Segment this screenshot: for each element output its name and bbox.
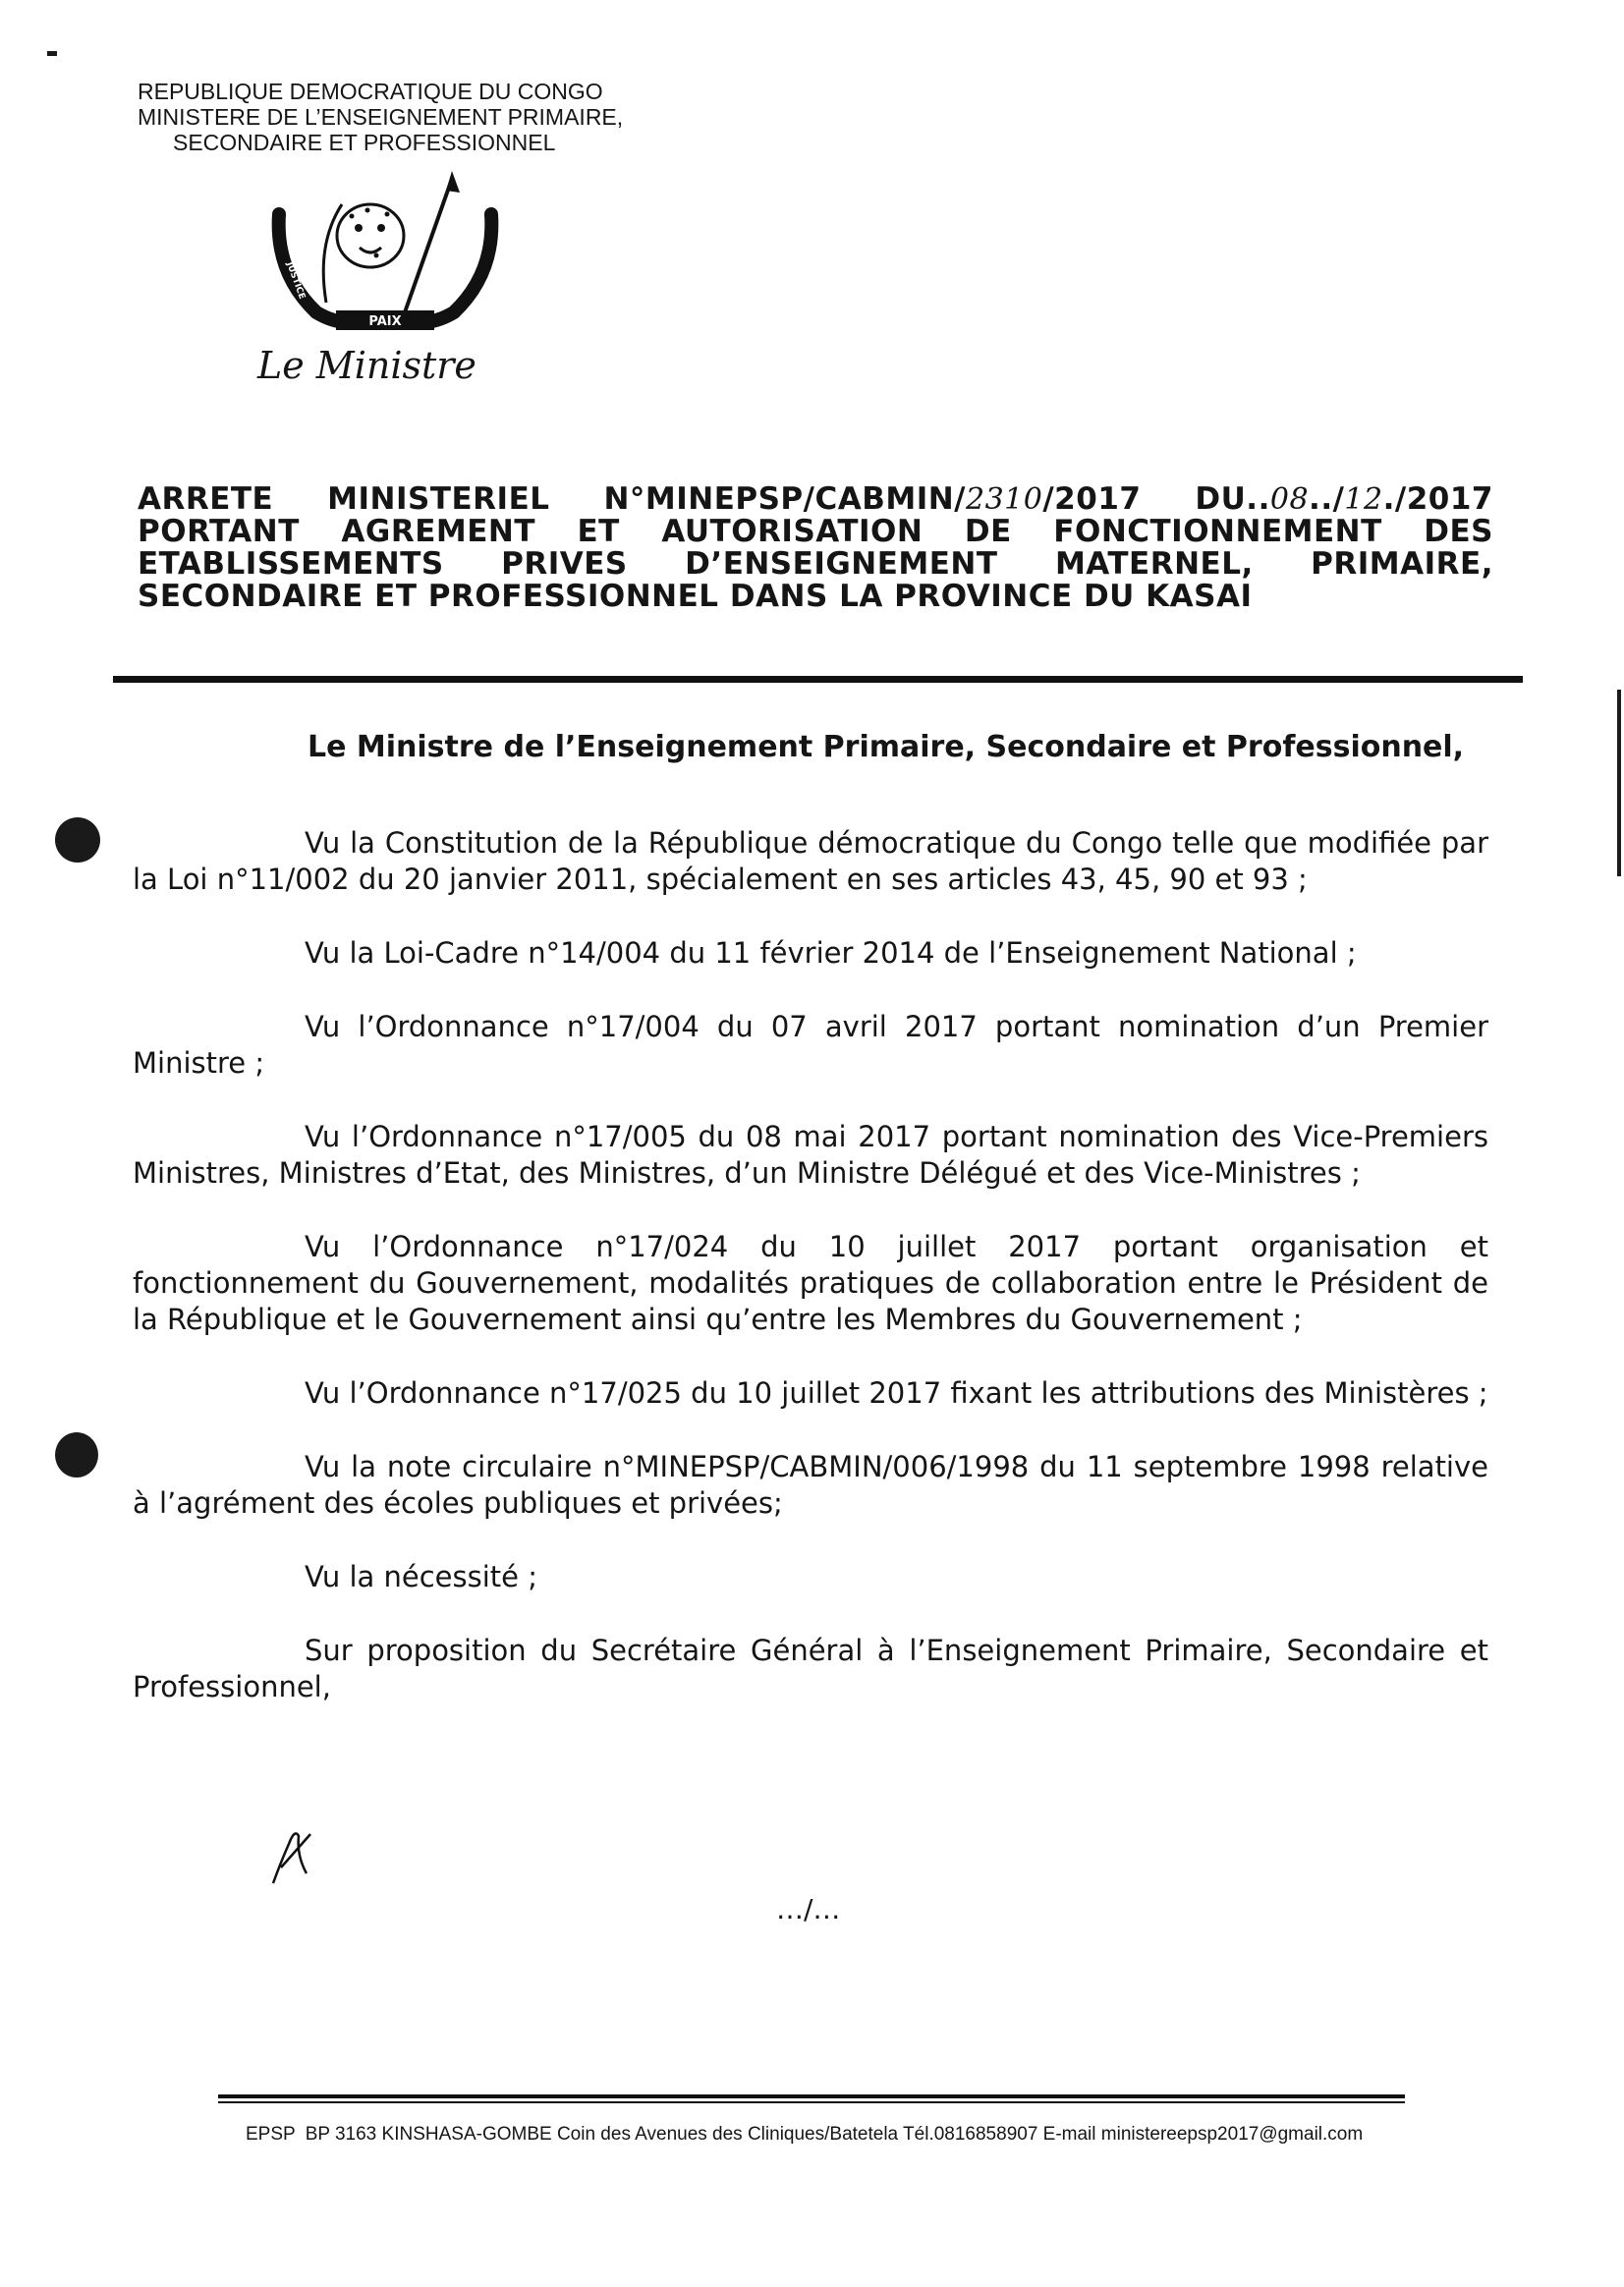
- handwritten-initial-signature: [267, 1822, 316, 1891]
- decree-number-prefix: ARRETE MINISTERIEL N°MINEPSP/CABMIN/: [138, 481, 966, 517]
- recital-constitution: Vu la Constitution de la République démocratique du Congo telle que modifiée par la Loi n°11/002 du 20 janvier 2011, spécialement en ses articles 43, 45, 90 et 93 ;: [133, 826, 1488, 896]
- decree-subject: Le Ministre de l’Enseignement Primaire, Secondaire et Professionnel,: [308, 730, 1465, 764]
- recital-ordonnance-gouvernement: Vu l’Ordonnance n°17/024 du 10 juillet 2017 portant organisation et fonctionnement du Gouvernement, modalités pratiques de collaboration entre le Président de la République et le Gouvernement ainsi qu’entre les Membres du Gouvernement ;: [133, 1230, 1488, 1336]
- scan-artifact: [47, 51, 57, 56]
- scan-edge-line: [1617, 690, 1621, 876]
- decree-title: [138, 483, 1493, 613]
- recital-loi-cadre: Vu la Loi-Cadre n°14/004 du 11 février 2014 de l’Enseignement National ;: [305, 936, 1357, 970]
- footer-divider-thin: [218, 2101, 1405, 2103]
- recital-ordonnance-ministres: Vu l’Ordonnance n°17/005 du 08 mai 2017 portant nomination des Vice-Premiers Ministres, Ministres d’Etat, des Ministres, d’un Ministre Délégué et des Vice-Ministres ;: [133, 1120, 1488, 1190]
- recital-proposition: Sur proposition du Secrétaire Général à l’Enseignement Primaire, Secondaire et Professionnel,: [133, 1634, 1488, 1703]
- letterhead-country: REPUBLIQUE DEMOCRATIQUE DU CONGO: [138, 79, 603, 104]
- punch-hole-top: [55, 817, 100, 863]
- footer-org: EPSP: [246, 2124, 296, 2145]
- recital-necessite: Vu la nécessité ;: [305, 1560, 537, 1593]
- recital-ordonnance-attributions: Vu l’Ordonnance n°17/025 du 10 juillet 2017 fixant les attributions des Ministères ;: [305, 1376, 1488, 1410]
- decree-month-handwritten: 12: [1344, 482, 1383, 517]
- footer-address: BP 3163 KINSHASA-GOMBE Coin des Avenues des Cliniques/Batetela Tél.0816858907 E-mail ministereepsp2017@gmail.com: [305, 2124, 1364, 2145]
- coat-of-arms-emblem: [257, 165, 513, 340]
- decree-number-handwritten: 2310: [966, 482, 1043, 517]
- recital-note-circulaire: Vu la note circulaire n°MINEPSP/CABMIN/006/1998 du 11 septembre 1998 relative à l’agrément des écoles publiques et privées;: [133, 1450, 1488, 1520]
- letterhead-ministry-cont: SECONDAIRE ET PROFESSIONNEL: [173, 130, 556, 155]
- decree-year: ./2017: [1382, 481, 1493, 517]
- title-divider: [113, 676, 1523, 683]
- decree-day-handwritten: 08: [1269, 482, 1310, 517]
- decree-title-line4: SECONDAIRE ET PROFESSIONNEL DANS LA PROVINCE DU KASAI: [138, 579, 1253, 614]
- decree-date-separator: ../: [1309, 481, 1345, 517]
- punch-hole-bottom: [55, 1432, 98, 1478]
- decree-title-line1: [138, 483, 1493, 516]
- footer-divider-thick: [218, 2094, 1405, 2098]
- page-continuation-marker: …/…: [776, 1893, 841, 1925]
- motto-right: TRAVAIL: [455, 239, 479, 282]
- decree-title-line3: ETABLISSEMENTS PRIVES D’ENSEIGNEMENT MATERNEL, PRIMAIRE,: [138, 546, 1493, 582]
- motto-bottom: PAIX: [368, 314, 402, 329]
- motto-left: JUSTICE: [284, 260, 308, 302]
- decree-title-line2: PORTANT AGREMENT ET AUTORISATION DE FONCTIONNEMENT DES: [138, 514, 1493, 549]
- minister-signature-title: Le Ministre: [257, 344, 476, 387]
- letterhead: [138, 79, 727, 155]
- letterhead-ministry: MINISTERE DE L’ENSEIGNEMENT PRIMAIRE,: [138, 104, 624, 130]
- recital-ordonnance-premier-ministre: Vu l’Ordonnance n°17/004 du 07 avril 2017 portant nomination d’un Premier Ministre ;: [133, 1010, 1488, 1080]
- footer-contact: [246, 2124, 1363, 2146]
- decree-body: [133, 825, 1488, 1743]
- decree-year-du: /2017 DU..: [1042, 481, 1270, 517]
